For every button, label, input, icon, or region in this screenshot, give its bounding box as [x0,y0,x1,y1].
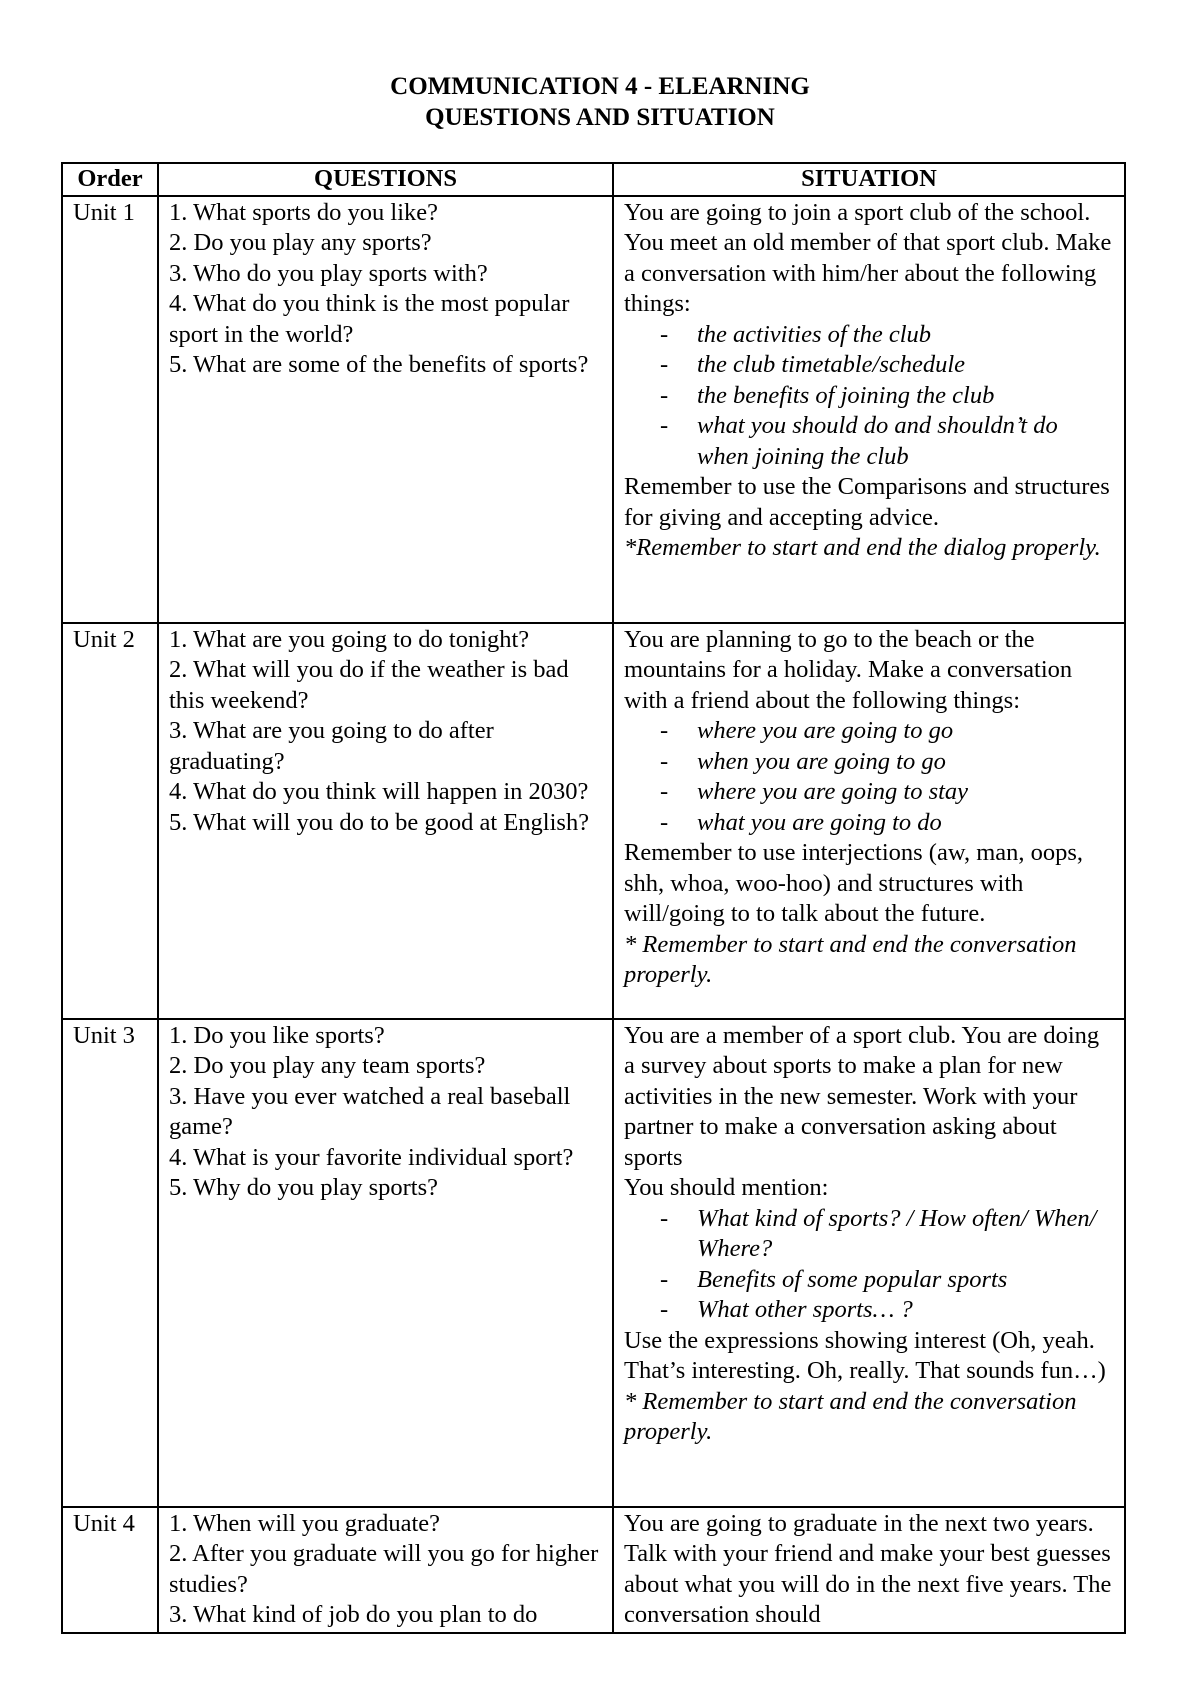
order-cell: Unit 3 [62,1019,158,1507]
table-header-row [62,163,1125,196]
situation-intro: You are going to join a sport club of the school. You meet an old member of that sport club. Make a conversation with him/her about the following things: [624,198,1112,317]
situation-note: * Remember to start and end the conversation properly. [624,930,1077,988]
order-cell: Unit 4 [62,1507,158,1633]
situation-mention-label: You should mention: [624,1174,829,1201]
table-row [62,1019,1125,1507]
situation-item: - the activities of the club [624,320,1114,351]
question-item: 3. What kind of job do you plan to do [169,1601,538,1628]
situation-item: - Benefits of some popular sports [624,1265,1114,1296]
page-title: COMMUNICATION 4 - ELEARNING [390,73,810,100]
situation-item: - where you are going to go [624,716,1114,747]
situation-note: *Remember to start and end the dialog properly. [624,534,1101,561]
questions-cell [158,623,613,1019]
question-item: 2. What will you do if the weather is bad this weekend? [169,656,569,714]
question-item: 5. What are some of the benefits of sports? [169,351,589,378]
question-item: 1. What sports do you like? [169,198,439,226]
questions-cell [158,196,613,623]
situation-intro: You are planning to go to the beach or the mountains for a holiday. Make a conversation with a friend about the following things: [624,625,1073,714]
questions-cell [158,1019,613,1507]
order-cell: Unit 2 [62,623,158,1019]
situation-cell [613,1507,1125,1633]
situation-intro: You are going to graduate in the next two years. Talk with your friend and make your best guesses about what you will do in the next five years. The conversation should [624,1509,1112,1628]
question-item: 1. What are you going to do tonight? [169,625,530,653]
question-item: 1. Do you like sports? [169,1021,385,1049]
question-item: 5. Why do you play sports? [169,1174,439,1201]
question-item: 1. When will you graduate? [169,1509,441,1537]
situation-item: - the club timetable/schedule [624,350,1114,381]
situation-list [624,716,1114,838]
table-row [62,623,1125,1019]
question-item: 2. Do you play any sports? [169,229,432,256]
question-item: 3. Have you ever watched a real baseball game? [169,1082,571,1140]
situation-cell [613,196,1125,623]
question-item: 4. What is your favorite individual sport? [169,1143,574,1171]
situation-item: - What kind of sports? / How often/ When/ Where? [624,1204,1114,1265]
situation-item: - What other sports… ? [624,1295,1114,1326]
table-row [62,1507,1125,1633]
question-item: 2. After you graduate will you go for higher studies? [169,1540,599,1598]
situation-item: - when you are going to go [624,747,1114,778]
question-item: 3. Who do you play sports with? [169,259,488,287]
question-item: 4. What do you think will happen in 2030? [169,778,589,805]
situation-remember: Remember to use the Comparisons and structures for giving and accepting advice. [624,473,1110,531]
table-row [62,196,1125,623]
header-questions: QUESTIONS [158,163,613,196]
question-item: 5. What will you do to be good at English? [169,808,590,836]
header-order: Order [62,163,158,196]
header-situation: SITUATION [613,163,1125,196]
situation-cell [613,1019,1125,1507]
question-item: 4. What do you think is the most popular sport in the world? [169,290,570,348]
questions-cell [158,1507,613,1633]
order-cell: Unit 1 [62,196,158,623]
situation-list [624,320,1114,473]
question-item: 3. What are you going to do after graduating? [169,717,494,775]
situation-item: - what you should do and shouldn’t do when joining the club [624,411,1114,472]
situation-cell [613,623,1125,1019]
situation-item: - what you are going to do [624,808,1114,839]
page-subtitle: QUESTIONS AND SITUATION [425,104,775,131]
situation-item: - where you are going to stay [624,777,1114,808]
situation-remember: Use the expressions showing interest (Oh, yeah. That’s interesting. Oh, really. That sounds fun…) [624,1326,1106,1384]
questions-table [61,162,1126,1634]
situation-intro: You are a member of a sport club. You are doing a survey about sports to make a plan for new activities in the new semester. Work with your partner to make a conversation asking about sports [624,1021,1100,1171]
question-item: 2. Do you play any team sports? [169,1052,486,1079]
situation-remember: Remember to use interjections (aw, man, oops, shh, whoa, woo-hoo) and structures with will/going to to talk about the future. [624,839,1084,927]
situation-item: - the benefits of joining the club [624,381,1114,412]
situation-list [624,1204,1114,1326]
situation-note: * Remember to start and end the conversation properly. [624,1387,1077,1445]
